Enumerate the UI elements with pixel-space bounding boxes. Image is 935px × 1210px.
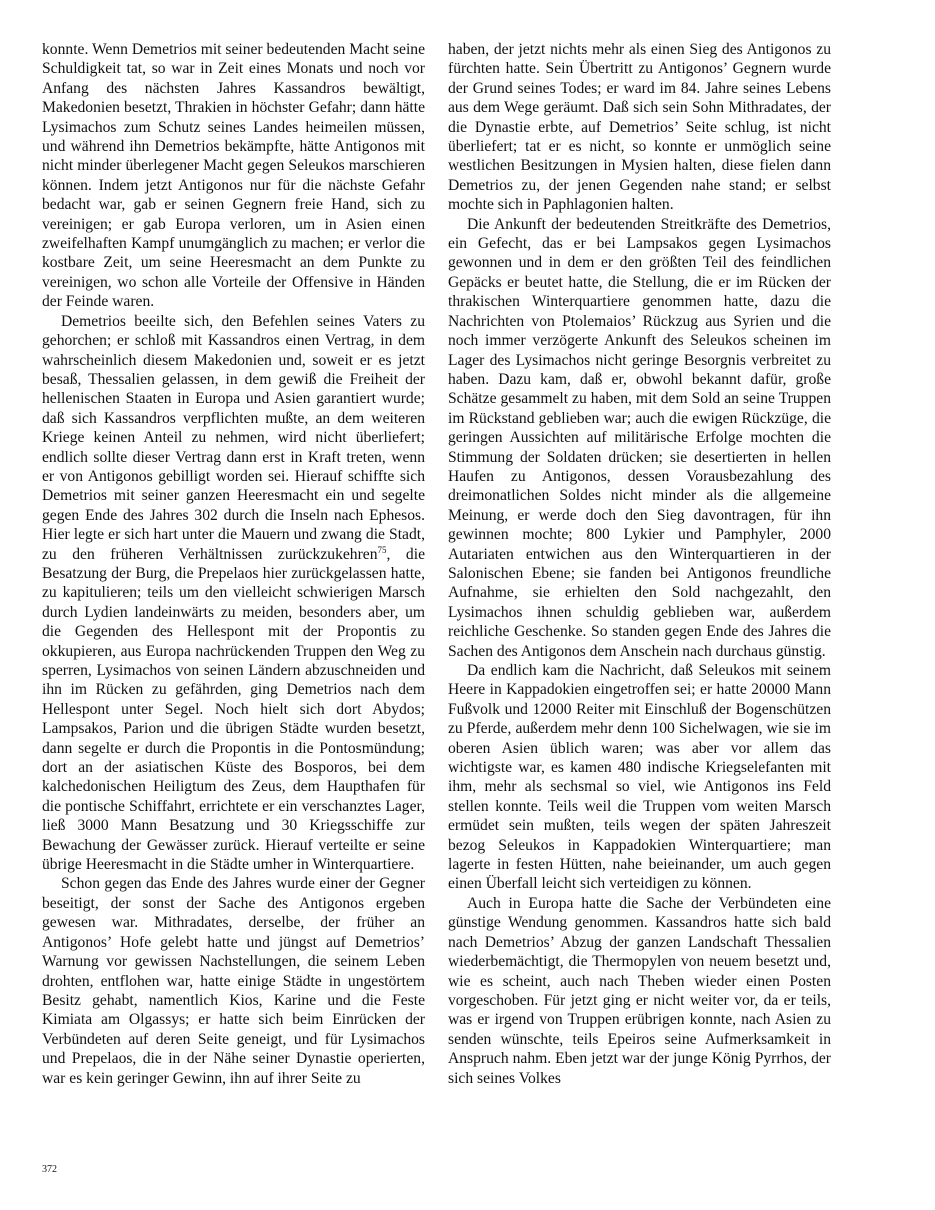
left-column xyxy=(42,40,425,1088)
right-paragraph-1: haben, der jetzt nichts mehr als einen Sieg des Antigonos zu fürchten hatte. Sein Übertritt zu Antigonos’ Gegnern wurde der Grund seines Todes; er ward im 84. Jahre seines Lebens aus dem Wege geräumt. Daß sich sein Sohn Mithradates, der die Dynastie erbte, auf Demetrios’ Seite schlug, ist nicht überliefert; tat er es nicht, so konnte er unmöglich seine westlichen Besitzungen in Mysien halten, diese fielen dann Demetrios zu, der jenen Gegenden nahe stand; er selbst mochte sich in Paphlagonien halten. xyxy=(448,41,831,214)
right-column xyxy=(448,40,831,1088)
page-number: 372 xyxy=(42,1164,57,1175)
left-paragraph-2-part-1: Demetrios beeilte sich, den Befehlen seines Vaters zu gehorchen; er schloß mit Kassandros einen Vertrag, in dem wahrscheinlich diesem Makedonien und, soweit er es jetzt besaß, Thessalien gelassen, in dem gewiß die Freiheit der hellenischen Staaten in Europa und Asien garantiert wurde; daß sich Kassandros verpflichten mußte, an dem weiteren Kriege keinen Anteil zu nehmen, wird nicht überliefert; endlich sollte dieser Vertrag dann erst in Kraft treten, wenn er von Antigonos gebilligt worden sei. Hierauf schiffte sich Demetrios mit seiner ganzen Heeresmacht ein und segelte gegen Ende des Jahres 302 durch die Inseln nach Ephesos. Hier legte er sich hart unter die Mauern und zwang die Stadt, zu den früheren Verhältnissen zurückzukehren xyxy=(42,312,425,563)
book-page xyxy=(42,40,900,1170)
left-paragraph-2-part-2: , die Besatzung der Burg, die Prepelaos hier zurückgelassen hatte, zu kapitulieren; teils um den vielleicht schwierigen Marsch durch Lydien landeinwärts zu meiden, besonders aber, um die Gegenden des Hellespont mit der Propontis zu okkupieren, aus Europa nachrückenden Truppen den Weg zu sperren, Lysimachos von seinen Ländern abzuschneiden und ihn im Rücken zu gefährden, ging Demetrios nach dem Hellespont unter Segel. Noch hielt sich dort Abydos; Lampsakos, Parion und die übrigen Städte wurden besetzt, dann segelte er durch die Propontis in die Pontosmündung; dort an der asiatischen Küste des Bosporos, bei dem kalchedonischen Heiligtum des Zeus, dem Haupthafen für die pontische Schiffahrt, errichtete er ein verschanztes Lager, ließ 3000 Mann Besatzung und 30 Kriegsschiffe zur Bewachung der Gewässer zurück. Hierauf verteilte er seine übrige Heeresmacht in die Städte umher in Winterquartiere. xyxy=(42,545,425,874)
footnote-reference-75[interactable]: 75 xyxy=(377,544,387,555)
right-paragraph-2: Die Ankunft der bedeutenden Streitkräfte des Demetrios, ein Gefecht, das er bei Lampsakos gegen Lysimachos gewonnen und in dem er den größten Teil des feindlichen Gepäcks er beutet hatte, die Stellung, die er im Rücken der thrakischen Winterquartiere genommen hatte, dazu die Nachrichten von Ptolemaios’ Rückzug aus Syrien und die noch immer verzögerte Ankunft des Seleukos scheinen im Lager des Lysimachos nicht geringe Besorgnis verbreitet zu haben. Dazu kam, daß er, obwohl bekannt dafür, große Schätze gesammelt zu haben, mit dem Sold an seine Truppen im Rückstand geblieben war; auch die ewigen Rückzüge, die geringen Aussichten auf militärische Erfolge mochten die Stimmung der Soldaten drücken; sie desertierten in hellen Haufen zu Antigonos, dessen Vorausbezahlung des dreimonatlichen Soldes nicht minder als die allgemeine Meinung, er werde doch den Sieg davontragen, für ihn gewinnen mochte; 800 Lykier und Pamphyler, 2000 Autariaten entwichen aus den Winterquartieren in der Salonischen Ebene; sie fanden bei Antigonos freundliche Aufnahme, sie erhielten den Sold nachgezahlt, den Lysimachos ihnen schuldig geblieben war, außerdem reichliche Geschenke. So standen gegen Ende des Jahres die Sachen des Antigonos dem Anschein nach durchaus günstig. xyxy=(448,215,831,660)
left-paragraph-1: konnte. Wenn Demetrios mit seiner bedeutenden Macht seine Schuldigkeit tat, so war in Zeit eines Monats und noch vor Anfang des nächsten Jahres Kassandros bewältigt, Makedonien besetzt, Thrakien in höchster Gefahr; dann hätte Lysimachos zum Schutz seines Landes heimeilen müssen, und während ihn Demetrios bekämpfte, hätte Antigonos mit nicht minder überlegener Macht gegen Seleukos marschieren können. Indem jetzt Antigonos nur für die nächste Gefahr bedacht war, gab er seinen Gegnern freie Hand, sich zu vereinigen; er gab Europa verloren, um in Asien einen zweifelhaften Kampf unumgänglich zu machen; er verlor die kostbare Zeit, um seine Heeresmacht an dem Punkte zu vereinigen, wo schon alle Vorteile der Offensive in Händen der Feinde waren. xyxy=(42,41,425,311)
left-paragraph-2 xyxy=(42,312,425,875)
right-paragraph-3: Da endlich kam die Nachricht, daß Seleukos mit seinem Heere in Kappadokien eingetroffen sei; er hatte 20000 Mann Fußvolk und 12000 Reiter mit Einschluß der Bogenschützen zu Pferde, außerdem mehr denn 100 Sichelwagen, wie sie im oberen Asien üblich waren; was aber vor allem das wichtigste war, es kamen 480 indische Kriegselefanten mit ihm, mehr als sechsmal so viel, wie Antigonos ins Feld stellen konnte. Teils weil die Truppen vom weiten Marsch ermüdet sein mußten, teils wegen der späten Jahreszeit bezog Seleukos in Kappadokien Winterquartiere; man lagerte in festen Hütten, nahe beieinander, um auch gegen einen Überfall leicht sich verteidigen zu können. xyxy=(448,662,831,893)
left-paragraph-3: Schon gegen das Ende des Jahres wurde einer der Gegner beseitigt, der sonst der Sache des Antigonos ergeben gewesen war. Mithradates, derselbe, der früher an Antigonos’ Hofe gelebt hatte und jüngst auf Demetrios’ Warnung vor gewissen Nachstellungen, die seinem Leben drohten, entflohen war, hatte einige Städte in ungestörtem Besitz gehabt, namentlich Kios, Karine und die Feste Kimiata am Olgassys; er hatte sich beim Einrücken der Verbündeten auf deren Seite geneigt, und für Lysimachos und Prepelaos, die in der Nähe seiner Dynastie operierten, war es kein geringer Gewinn, ihn auf ihrer Seite zu xyxy=(42,875,425,1087)
right-paragraph-4: Auch in Europa hatte die Sache der Verbündeten eine günstige Wendung genommen. Kassandros hatte sich bald nach Demetrios’ Abzug der ganzen Landschaft Thessalien wiederbemächtigt, die Thermopylen von neuem besetzt und, wie es scheint, auch nach Theben wieder einen Posten vorgeschoben. Für jetzt ging er nicht weiter vor, da er teils, was er irgend von Truppen erübrigen konnte, nach Asien zu senden wünschte, teils Epeiros seine Aufmerksamkeit in Anspruch nahm. Eben jetzt war der junge König Pyrrhos, der sich seines Volkes xyxy=(448,894,831,1087)
